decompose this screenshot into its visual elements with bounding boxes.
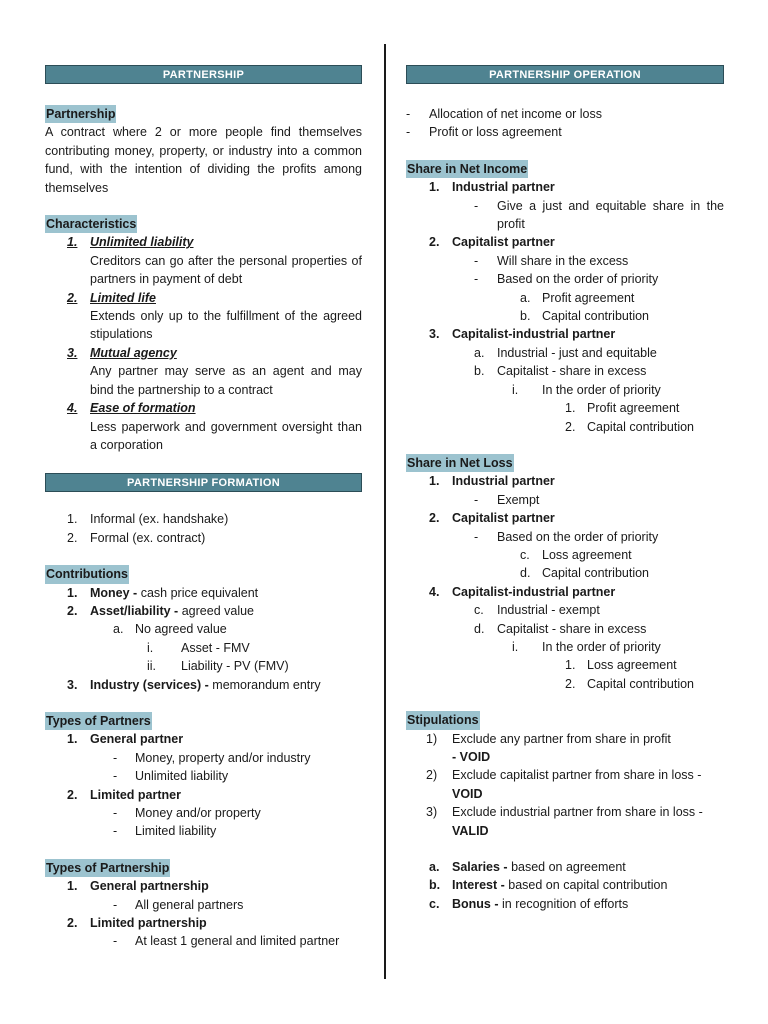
inc-industrial-item: Give a just and equitable share in the profit (497, 198, 724, 232)
stip-2-text: Exclude capitalist partner from share in loss - (452, 768, 702, 783)
limited-partner: Limited partner (90, 787, 181, 802)
inc-ci-b: Capitalist - share in excess (497, 364, 647, 379)
limited-partnership: Limited partnership (90, 916, 207, 931)
interest-label: Interest - (452, 878, 505, 893)
inc-ci-2: Capital contribution (587, 419, 695, 434)
inc-industrial: Industrial partner (452, 180, 555, 195)
gps-item: All general partners (135, 897, 244, 912)
loss-ci-i: In the order of priority (542, 639, 661, 654)
inc-ci-a: Industrial - just and equitable (497, 345, 657, 360)
inc-cap-b: Capital contribution (542, 309, 650, 324)
op-item-2: Profit or loss agreement (429, 125, 562, 140)
inc-capind: Capitalist-industrial partner (452, 327, 616, 342)
formation-header: PARTNERSHIP FORMATION (45, 473, 362, 492)
general-partnership: General partnership (90, 879, 209, 894)
formation-2-text: Formal (ex. contract) (90, 530, 206, 545)
char-3-number: 3. (67, 345, 78, 360)
char-2-desc: Extends only up to the fulfillment of the agreed stipulations (90, 309, 362, 342)
loss-cap-item: Based on the order of priority (497, 529, 659, 544)
contrib-industry-label: Industry (services) - (90, 677, 209, 692)
loss-cap-c: Loss agreement (542, 547, 632, 562)
stip-1-verdict: - VOID (452, 750, 491, 764)
lp-item-1: Money and/or property (135, 806, 261, 820)
inc-cap-a: Profit agreement (542, 290, 635, 305)
loss-capitalist: Capitalist partner (452, 511, 555, 526)
partnership-title: Partnership (45, 105, 116, 123)
lps-item: At least 1 general and limited partner (135, 934, 340, 949)
inc-cap-item-2: Based on the order of priority (497, 272, 659, 287)
characteristics-title: Characteristics (45, 215, 137, 233)
partnership-header: PARTNERSHIP (45, 65, 362, 84)
loss-industrial: Industrial partner (452, 474, 555, 489)
inc-ci-1: Profit agreement (587, 401, 680, 416)
contrib-asset-fmv: Asset - FMV (181, 640, 250, 655)
interest-text: based on capital contribution (508, 878, 668, 893)
bonus-text: in recognition of efforts (502, 896, 629, 911)
gp-item-1: Money, property and/or industry (135, 750, 311, 765)
stip-1-text: Exclude any partner from share in profit (452, 731, 671, 746)
char-1-title: Unlimited liability (90, 235, 194, 250)
char-3-title: Mutual agency (90, 345, 177, 360)
contributions-title: Contributions (45, 565, 129, 583)
loss-ci-2: Capital contribution (587, 676, 695, 691)
inc-cap-item-1: Will share in the excess (497, 253, 629, 268)
contrib-industry-text: memorandum entry (212, 677, 321, 692)
loss-ci-d: Capitalist - share in excess (497, 621, 647, 636)
contrib-no-agreed: No agreed value (135, 622, 227, 637)
types-partnership-title: Types of Partnership (45, 859, 170, 877)
op-item-1: Allocation of net income or loss (429, 107, 603, 121)
contrib-money-label: Money - (90, 585, 138, 600)
loss-industrial-item: Exempt (497, 492, 540, 507)
gp-item-2: Unlimited liability (135, 769, 229, 784)
formation-1-number: 1. (67, 512, 78, 527)
right-column: PARTNERSHIP OPERATION - Allocation of net income or loss - Profit or loss agreement Share in Net Income 1. Industrial partner - Give a just and equitable share in the profit 2. Capitalist partner - Will share in the excess - Based on the order of priority a. Profit agreement b. Capital contribution 3. Capitalist-industrial partner a. Industrial - just and equitable b. Capitalist - share in excess i. In the order of priority 1. Profit agreement 2. Capital contribution Share in Net Loss 1. Industrial partner - Exempt 2. Capitalist partner - Based on the order of priority c. Loss agreement d. Capital contribution 4. Capitalist-industrial partner c. Industrial - exempt d. Capitalist - share in excess i. In the order of priority 1. Loss agreement 2. Capital contribution Stipulations 1) Exclude any partner from share in profit - VOID 2) Exclude capitalist partner from share in loss - VOID 3) Exclude industrial partner from share in loss - VALID a. Salaries - based on agreement b. Interest - based on capital contribution c. Bonus - in recognition of efforts (406, 65, 724, 913)
partnership-definition: A contract where 2 or more people find themselves contributing money, property, or industry into a common fund, with the intention of dividing the profits among themselves (45, 125, 362, 195)
types-partners-title: Types of Partners (45, 712, 152, 730)
operation-header: PARTNERSHIP OPERATION (406, 65, 724, 84)
formation-2-number: 2. (67, 530, 78, 545)
stip-3-text: Exclude industrial partner from share in loss - (452, 805, 703, 820)
char-2-title: Limited life (90, 290, 156, 305)
stipulations-title: Stipulations (406, 711, 480, 729)
inc-capitalist: Capitalist partner (452, 235, 555, 250)
contrib-asset-text: agreed value (181, 603, 254, 618)
loss-ci-c: Industrial - exempt (497, 603, 600, 618)
share-loss-title: Share in Net Loss (406, 454, 514, 472)
general-partner: General partner (90, 732, 184, 747)
contrib-liability-pv: Liability - PV (FMV) (181, 659, 289, 674)
char-4-number: 4. (67, 401, 78, 416)
stip-2-verdict: VOID (452, 786, 483, 801)
char-2-number: 2. (67, 290, 78, 305)
contrib-money-text: cash price equivalent (140, 585, 259, 600)
inc-ci-i: In the order of priority (542, 382, 661, 397)
loss-cap-d: Capital contribution (542, 566, 650, 581)
char-4-desc: Less paperwork and government oversight than a corporation (90, 419, 362, 452)
salaries-text: based on agreement (511, 860, 626, 875)
loss-ci-1: Loss agreement (587, 658, 677, 673)
char-1-number: 1. (67, 235, 78, 250)
lp-item-2: Limited liability (135, 824, 217, 839)
char-3-desc: Any partner may serve as an agent and may bind the partnership to a contract (90, 364, 362, 397)
share-income-title: Share in Net Income (406, 160, 528, 178)
bonus-label: Bonus - (452, 896, 499, 911)
formation-1-text: Informal (ex. handshake) (90, 512, 229, 527)
left-column: PARTNERSHIP Partnership A contract where 2 or more people find themselves contributing money, property, or industry into a common fund, with the intention of dividing the profits among themselves Characteristics 1. Unlimited liability Creditors can go after the personal properties of partners in payment of debt 2. Limited life Extends only up to the fulfillment of the agreed stipulations 3. Mutual agency Any partner may serve as an agent and may bind the partnership to a contract 4. Ease of formation Less paperwork and government oversight than a corporation PARTNERSHIP FORMATION 1. Informal (ex. handshake) 2. Formal (ex. contract) Contributions 1. Money - cash price equivalent 2. Asset/liability - agreed value a. No agreed value i. Asset - FMV ii. Liability - PV (FMV) 3. Industry (services) - memorandum entry Types of Partners 1. General partner - Money, property and/or industry - Unlimited liability 2. Limited partner - Money and/or property - Limited liability Types of Partnership 1. General partnership - All general partners 2. Limited partnership - At least 1 general and limited partner (45, 65, 362, 951)
char-4-title: Ease of formation (90, 401, 196, 416)
contrib-asset-label: Asset/liability - (90, 603, 179, 618)
salaries-label: Salaries - (452, 860, 508, 875)
stip-3-verdict: VALID (452, 823, 489, 838)
column-divider (384, 44, 386, 979)
loss-capind: Capitalist-industrial partner (452, 584, 616, 599)
char-1-desc: Creditors can go after the personal properties of partners in payment of debt (90, 253, 362, 287)
